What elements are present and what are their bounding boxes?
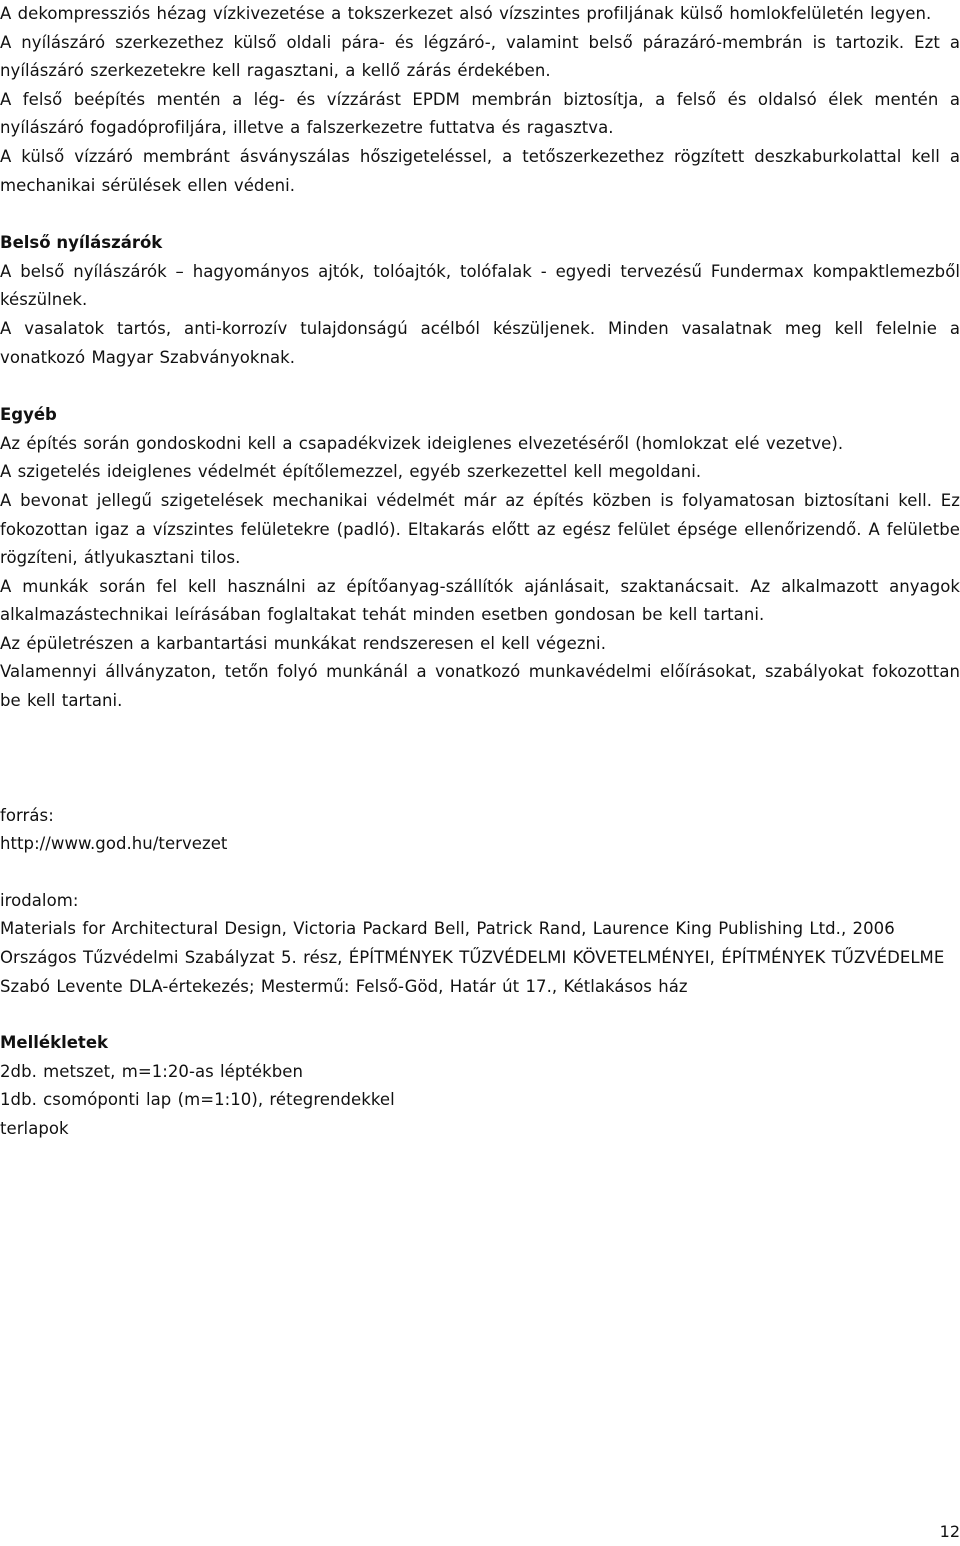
other-paragraph-2: A szigetelés ideiglenes védelmét építőlemezzel, egyéb szerkezettel kell megoldani.	[0, 462, 702, 482]
source-link[interactable]: http://www.god.hu/tervezet	[0, 834, 228, 854]
intro-paragraph-1: A dekompressziós hézag vízkivezetése a tokszerkezet alsó vízszintes profiljának külső homlokfelületén legyen.	[0, 4, 932, 23]
other-heading: Egyéb	[0, 405, 57, 425]
intro-paragraph-3: A felső beépítés mentén a lég- és vízzárást EPDM membrán biztosítja, a felső és oldalsó élek mentén a nyílászáró fogadóprofiljára, illetve a falszerkezetre futtatva és ragasztva.	[0, 89, 960, 138]
other-paragraph-1: Az építés során gondoskodni kell a csapadékvizek ideiglenes elvezetéséről (homlokzat elé vezetve).	[0, 433, 844, 453]
attachment-item: 1db. csomóponti lap (m=1:10), rétegrendekkel	[0, 1090, 395, 1110]
other-paragraph-3: A bevonat jellegű szigetelések mechanikai védelmét már az építés közben is folyamatosan biztosítani kell. Ez fokozottan igaz a vízszintes felületekre (padló). Eltakarás előtt az egész felület épsége ellenőrizendő. A felületbe rögzíteni, átlyukasztani tilos.	[0, 490, 960, 568]
page-number: 12	[939, 1522, 960, 1541]
other-paragraph-6: Valamennyi állványzaton, tetőn folyó munkánál a vonatkozó munkavédelmi előírásokat, szabályokat fokozottan be kell tartani.	[0, 662, 960, 711]
inner-doors-paragraph-1: A belső nyílászárók – hagyományos ajtók, tolóajtók, tolófalak - egyedi tervezésű Fundermax kompaktlemezből készülnek.	[0, 261, 960, 310]
inner-doors-paragraph-2: A vasalatok tartós, anti-korrozív tulajdonságú acélból készüljenek. Minden vasalatnak meg kell felelnie a vonatkozó Magyar Szabványoknak.	[0, 318, 960, 367]
attachment-item: 2db. metszet, m=1:20-as léptékben	[0, 1061, 303, 1081]
literature-item: Materials for Architectural Design, Victoria Packard Bell, Patrick Rand, Laurence King Publishing Ltd., 2006	[0, 919, 895, 939]
inner-doors-heading: Belső nyílászárók	[0, 233, 163, 253]
source-label: forrás:	[0, 805, 54, 825]
attachments-heading: Mellékletek	[0, 1033, 108, 1053]
intro-paragraph-2: A nyílászáró szerkezethez külső oldali pára- és légzáró-, valamint belső párazáró-membrán is tartozik. Ezt a nyílászáró szerkezetekre kell ragasztani, a kellő zárás érdekében.	[0, 32, 960, 81]
other-paragraph-5: Az épületrészen a karbantartási munkákat rendszeresen el kell végezni.	[0, 633, 606, 653]
intro-paragraph-4: A külső vízzáró membránt ásványszálas hőszigeteléssel, a tetőszerkezethez rögzített deszkaburkolattal kell a mechanikai sérülések ellen védeni.	[0, 146, 960, 195]
attachment-item: terlapok	[0, 1119, 69, 1138]
literature-label: irodalom:	[0, 890, 79, 910]
literature-item: Országos Tűzvédelmi Szabályzat 5. rész, ÉPÍTMÉNYEK TŰZVÉDELMI KÖVETELMÉNYEI, ÉPÍTMÉNYEK TŰZVÉDELME	[0, 948, 945, 968]
literature-item: Szabó Levente DLA-értekezés; Mestermű: Felső-Göd, Határ út 17., Kétlakásos ház	[0, 976, 688, 996]
other-paragraph-4: A munkák során fel kell használni az építőanyag-szállítók ajánlásait, szaktanácsait. Az alkalmazott anyagok alkalmazástechnikai leírásában foglaltakat tehát minden esetben gondosan be kell tartani.	[0, 576, 960, 625]
